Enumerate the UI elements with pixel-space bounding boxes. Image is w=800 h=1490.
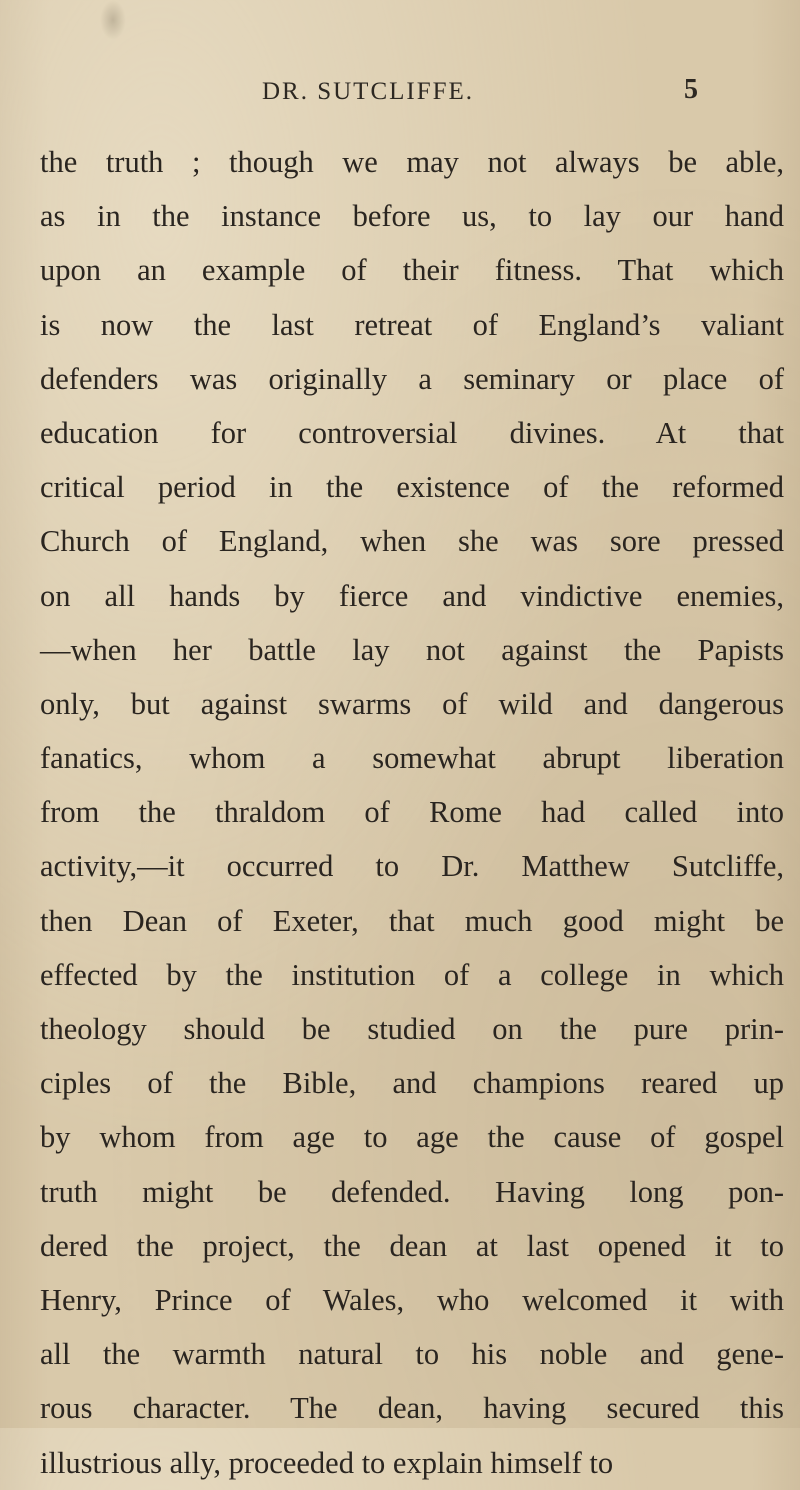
text-line: Henry, Prince of Wales, who welcomed it with xyxy=(40,1282,784,1317)
text-line: then Dean of Exeter, that much good might be xyxy=(40,903,784,938)
text-line: effected by the institution of a college in which xyxy=(40,957,784,992)
running-head: DR. SUTCLIFFE. xyxy=(262,78,475,105)
body-text xyxy=(40,135,784,1490)
text-line: only, but against swarms of wild and dangerous xyxy=(40,686,784,721)
text-line: defenders was originally a seminary or place of xyxy=(40,361,784,396)
page-header xyxy=(0,74,800,118)
text-line: truth might be defended. Having long pon- xyxy=(40,1174,784,1209)
text-line: fanatics, whom a somewhat abrupt liberation xyxy=(40,741,784,776)
text-line: theology should be studied on the pure prin- xyxy=(40,1012,784,1046)
text-line: all the warmth natural to his noble and gene- xyxy=(40,1337,784,1372)
text-line: critical period in the existence of the reformed xyxy=(40,470,784,505)
text-line: illustrious ally, proceeded to explain himself to xyxy=(40,1445,614,1480)
page-number: 5 xyxy=(684,74,698,105)
text-line: on all hands by fierce and vindictive enemies, xyxy=(40,578,784,613)
text-line: by whom from age to age the cause of gospel xyxy=(40,1120,784,1155)
text-line: —when her battle lay not against the Papists xyxy=(40,632,784,667)
text-line: is now the last retreat of England’s valiant xyxy=(40,307,784,342)
text-line: education for controversial divines. At that xyxy=(40,415,784,450)
text-line: upon an example of their fitness. That which xyxy=(40,253,784,288)
text-line: ciples of the Bible, and champions reared up xyxy=(40,1066,784,1101)
text-line: rous character. The dean, having secured this xyxy=(40,1391,784,1426)
text-line: dered the project, the dean at last opened it to xyxy=(40,1228,784,1263)
text-line: the truth ; though we may not always be able, xyxy=(40,145,784,179)
paper-smudge xyxy=(100,0,126,40)
text-line: activity,—it occurred to Dr. Matthew Sutcliffe, xyxy=(40,849,784,884)
text-line: Church of England, when she was sore pressed xyxy=(40,524,784,559)
text-line: from the thraldom of Rome had called into xyxy=(40,795,784,830)
text-line: as in the instance before us, to lay our hand xyxy=(40,199,784,234)
